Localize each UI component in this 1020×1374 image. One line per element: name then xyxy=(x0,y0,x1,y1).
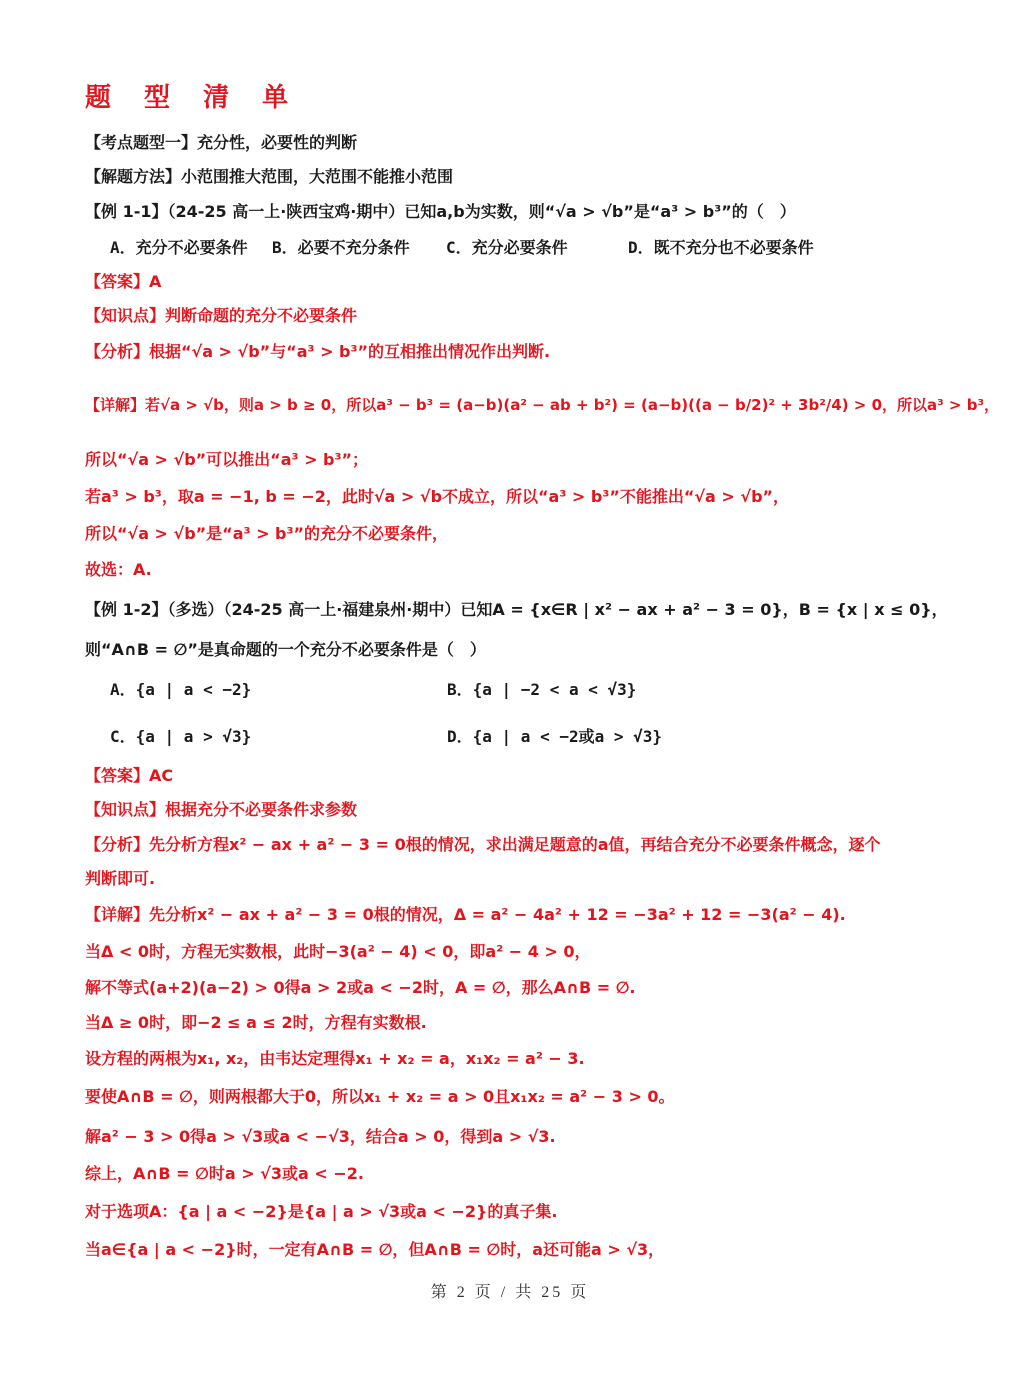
example-1-2-knowledge: 【知识点】根据充分不必要条件求参数 xyxy=(85,800,358,819)
example-1-2-answer: 【答案】AC xyxy=(85,766,174,785)
example-1-1-option-a: A．充分不必要条件 xyxy=(110,238,248,257)
example-1-2-detail-line: 当a∈{a | a < −2}时，一定有A∩B = ∅，但A∩B = ∅时，a还可能a > √3， xyxy=(85,1240,665,1259)
example-1-2-option-d: D．{a | a < −2或a > √3} xyxy=(447,727,663,746)
example-1-1-detail-line: 若a³ > b³，取a = −1, b = −2，此时√a > √b不成立，所以“a³ > b³”不能推出“√a > √b”， xyxy=(85,487,790,506)
example-1-2-option-b: B．{a | −2 < a < √3} xyxy=(447,680,637,699)
example-1-1-option-c: C．充分必要条件 xyxy=(446,238,568,257)
example-1-2-detail: 【详解】先分析x² − ax + a² − 3 = 0根的情况，Δ = a² − 4a² + 12 = −3a² + 12 = −3(a² − 4). xyxy=(85,905,846,924)
page-footer: 第 2 页 / 共 25 页 xyxy=(430,1284,590,1301)
example-1-1-detail-line: 所以“√a > √b”是“a³ > b³”的充分不必要条件， xyxy=(85,524,449,543)
example-1-2-detail-line: 要使A∩B = ∅，则两根都大于0，所以x₁ + x₂ = a > 0且x₁x₂ = a² − 3 > 0。 xyxy=(85,1087,675,1106)
example-1-1-analysis: 【分析】根据“√a > √b”与“a³ > b³”的互相推出情况作出判断. xyxy=(85,342,551,361)
example-1-2-detail-line: 解不等式(a+2)(a−2) > 0得a > 2或a < −2时，A = ∅，那么A∩B = ∅. xyxy=(85,978,636,997)
topic-heading: 【考点题型一】充分性，必要性的判断 xyxy=(85,133,358,152)
example-1-1-choice: 故选：A. xyxy=(85,560,152,579)
example-1-2-option-c: C．{a | a > √3} xyxy=(110,727,252,746)
example-1-2-option-a: A．{a | a < −2} xyxy=(110,680,252,699)
example-1-2-detail-line: 综上，A∩B = ∅时a > √3或a < −2. xyxy=(85,1164,364,1183)
example-1-2-detail-line: 对于选项A：{a | a < −2}是{a | a > √3或a < −2}的真子集. xyxy=(85,1202,558,1221)
example-1-2-detail-line: 当Δ < 0时，方程无实数根，此时−3(a² − 4) < 0，即a² − 4 > 0， xyxy=(85,942,591,961)
example-1-2-detail-line: 当Δ ≥ 0时，即−2 ≤ a ≤ 2时，方程有实数根. xyxy=(85,1013,427,1032)
example-1-1-answer: 【答案】A xyxy=(85,272,162,291)
example-1-1-knowledge: 【知识点】判断命题的充分不必要条件 xyxy=(85,306,358,325)
example-1-1-option-d: D．既不充分也不必要条件 xyxy=(628,238,814,257)
example-1-1-stem: 【例 1-1】（24-25 高一上·陕西宝鸡·期中）已知a,b为实数，则“√a > √b”是“a³ > b³”的（ ） xyxy=(85,202,796,221)
example-1-1-option-b: B．必要不充分条件 xyxy=(272,238,410,257)
example-1-2-detail-line: 设方程的两根为x₁, x₂，由韦达定理得x₁ + x₂ = a，x₁x₂ = a² − 3. xyxy=(85,1049,585,1068)
example-1-1-detail-line: 所以“√a > √b”可以推出“a³ > b³”； xyxy=(85,450,369,469)
example-1-1-detail: 【详解】若√a > √b，则a > b ≥ 0，所以a³ − b³ = (a−b)(a² − ab + b²) = (a−b)((a − b/2)² + 3b²/4) > 0，所以a³ > b³， xyxy=(85,396,1000,414)
example-1-2-detail-line: 解a² − 3 > 0得a > √3或a < −√3，结合a > 0，得到a > √3. xyxy=(85,1127,556,1146)
page-title: 题 型 清 单 xyxy=(85,83,301,113)
example-1-2-analysis: 【分析】先分析方程x² − ax + a² − 3 = 0根的情况，求出满足题意的a值，再结合充分不必要条件概念，逐个 xyxy=(85,835,881,854)
example-1-2-stem-cont: 则“A∩B = ∅”是真命题的一个充分不必要条件是（ ） xyxy=(85,640,486,659)
method-heading: 【解题方法】小范围推大范围，大范围不能推小范围 xyxy=(85,167,454,186)
example-1-2-analysis-cont: 判断即可. xyxy=(85,869,156,888)
example-1-2-stem: 【例 1-2】（多选）（24-25 高一上·福建泉州·期中）已知A = {x∈R | x² − ax + a² − 3 = 0}，B = {x | x ≤ 0}， xyxy=(85,600,948,619)
